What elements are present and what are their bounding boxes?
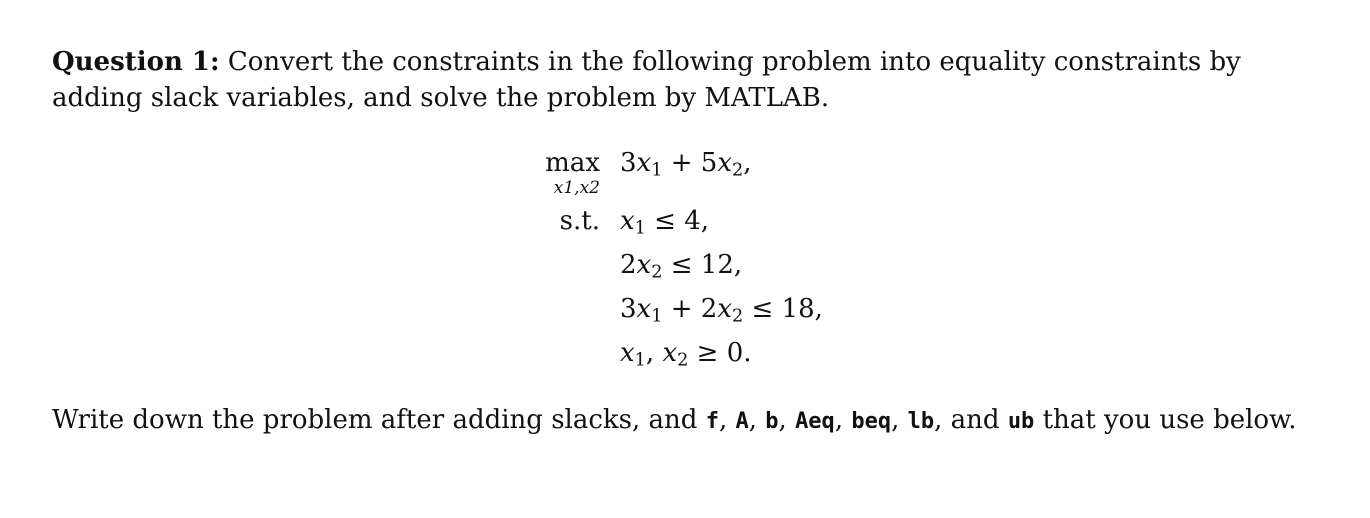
instruction-suffix: that you use below. xyxy=(1042,405,1297,435)
question-paragraph xyxy=(52,44,1322,116)
constraint-row xyxy=(538,206,938,250)
objective-row xyxy=(538,148,938,206)
instruction-paragraph: Write down the problem after adding slacks, and f, A, b, Aeq, beq, lb, and ub that you use below. xyxy=(52,405,1297,435)
question-label: Question 1: xyxy=(52,47,220,77)
objective-operator: max xyxy=(545,148,600,178)
constraint-3: $3x_1 + 2x_2 \le 18$, xyxy=(620,294,823,327)
constraint-4: $x_1$, $x_2 \ge 0$. xyxy=(620,338,752,371)
var-ub: ub xyxy=(1007,409,1035,434)
constraint-row xyxy=(538,294,938,338)
var-f: f xyxy=(705,409,719,434)
optimization-problem xyxy=(538,148,938,382)
objective-subscript: x1,x2 xyxy=(553,178,600,198)
objective-expression: $3x_1 + 5x_2$, xyxy=(620,148,752,181)
constraint-row xyxy=(538,338,938,382)
document xyxy=(52,44,1322,435)
constraint-2: $2x_2 \le 12$, xyxy=(620,250,743,283)
constraint-1: $x_1 \le 4$, xyxy=(620,206,710,239)
instruction-prefix: Write down the problem after adding slacks, and xyxy=(52,405,698,435)
var-A: A xyxy=(735,409,749,434)
var-beq: beq xyxy=(851,409,892,434)
var-Aeq: Aeq xyxy=(795,409,835,434)
subject-to-label: s.t. xyxy=(559,206,600,236)
var-b: b xyxy=(765,409,779,434)
question-text: Convert the constraints in the following problem into equality constraints by adding slack variables, and solve the problem by MATLAB. xyxy=(52,47,1241,113)
var-lb: lb xyxy=(907,409,935,434)
constraint-row xyxy=(538,250,938,294)
